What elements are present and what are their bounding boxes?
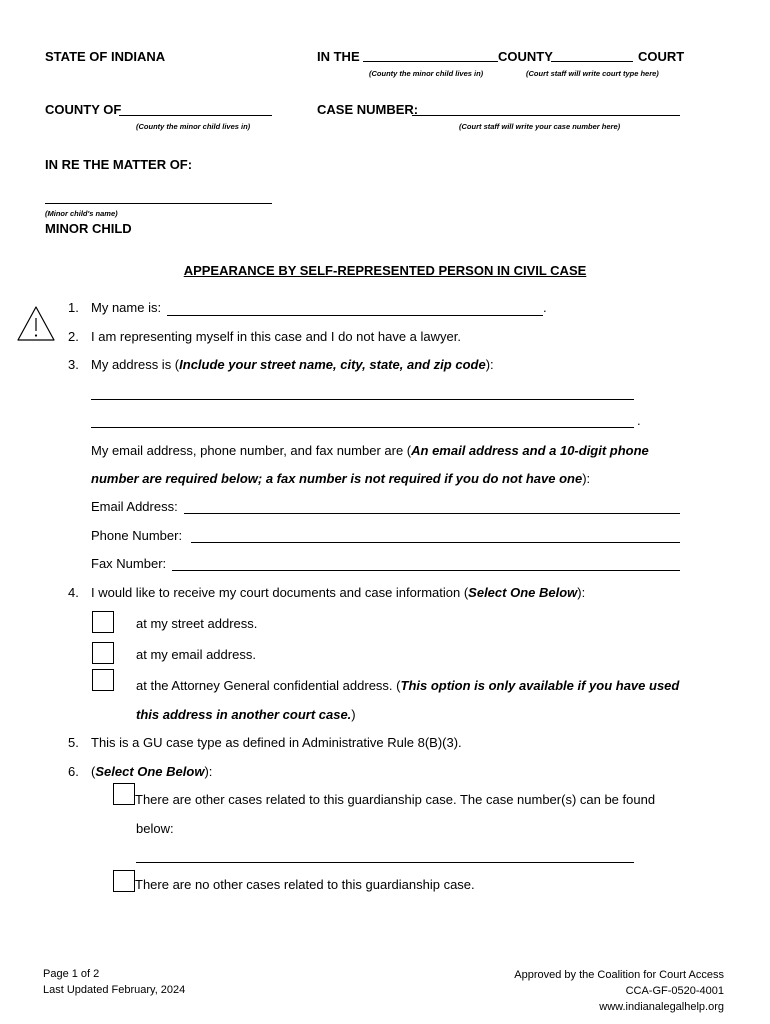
county-of-label: COUNTY OF: [45, 102, 122, 117]
last-updated: Last Updated February, 2024: [43, 984, 186, 996]
related-case-number-field[interactable]: [136, 862, 634, 863]
item-6-text: [91, 764, 212, 779]
case-number-label: CASE NUMBER:: [317, 102, 419, 117]
minor-name-hint: (Minor child's name): [45, 209, 118, 218]
fax-field[interactable]: [172, 570, 680, 571]
item-3-post: ):: [485, 357, 494, 372]
option-ag: [136, 678, 679, 693]
county-hint: (County the minor child lives in): [369, 69, 484, 78]
in-re-label: IN RE THE MATTER OF:: [45, 157, 193, 172]
contact-bold-1: An email address and a 10-digit phone: [411, 443, 649, 458]
item-2-text: I am representing myself in this case and I do not have a lawyer.: [91, 329, 461, 344]
approved-by: Approved by the Coalition for Court Access: [514, 969, 724, 981]
address-end: .: [637, 413, 641, 428]
name-blank[interactable]: [167, 315, 543, 316]
option-street: at my street address.: [136, 616, 258, 631]
in-the-label: IN THE: [317, 49, 360, 64]
item-1-end: .: [543, 300, 547, 315]
option-email: at my email address.: [136, 647, 256, 662]
title-text: APPEARANCE BY SELF-REPRESENTED PERSON IN CIVIL CASE: [183, 263, 587, 278]
county-word: COUNTY: [498, 49, 553, 64]
item-3-number: 3.: [68, 357, 79, 372]
option-ag-pre: at the Attorney General confidential address. (: [136, 678, 401, 693]
item-4-number: 4.: [68, 585, 79, 600]
item-4-post: ):: [577, 585, 586, 600]
contact-bold-2: number are required below; a fax number is not required if you do not have one: [91, 471, 583, 486]
item-5-text: This is a GU case type as defined in Administrative Rule 8(B)(3).: [91, 735, 462, 750]
no-related-cases-checkbox[interactable]: [113, 870, 135, 892]
street-address-checkbox[interactable]: [92, 611, 114, 633]
item-6-number: 6.: [68, 764, 79, 779]
item-6-pre: (: [91, 764, 96, 779]
no-related-cases-text: There are no other cases related to this guardianship case.: [135, 877, 475, 892]
contact-pre: My email address, phone number, and fax number are (: [91, 443, 412, 458]
related-cases-checkbox[interactable]: [113, 783, 135, 805]
case-number-blank[interactable]: [412, 115, 680, 116]
item-1-number: 1.: [68, 300, 79, 315]
item-6-post: ):: [204, 764, 213, 779]
form-id: CCA-GF-0520-4001: [625, 985, 724, 997]
page-title: [0, 263, 770, 278]
state-label: STATE OF INDIANA: [45, 49, 166, 64]
county-of-hint: (County the minor child lives in): [136, 122, 251, 131]
option-ag-cont: [136, 707, 356, 722]
contact-post: ):: [582, 471, 591, 486]
address-line-2[interactable]: [91, 427, 634, 428]
fax-label: Fax Number:: [91, 556, 167, 571]
address-line-1[interactable]: [91, 399, 634, 400]
related-cases-text: There are other cases related to this guardianship case. The case number(s) can be found: [135, 792, 656, 807]
page-number: Page 1 of 2: [43, 968, 100, 980]
county-court-blank[interactable]: [363, 61, 498, 62]
phone-field[interactable]: [191, 542, 680, 543]
email-label: Email Address:: [91, 499, 178, 514]
attorney-general-checkbox[interactable]: [92, 669, 114, 691]
minor-child-label: MINOR CHILD: [45, 221, 132, 236]
website: www.indianalegalhelp.org: [599, 1001, 724, 1013]
item-3-bold: Include your street name, city, state, and zip code: [179, 357, 486, 372]
minor-name-blank[interactable]: [45, 203, 272, 204]
warning-triangle-icon: [16, 305, 56, 343]
item-5-number: 5.: [68, 735, 79, 750]
court-word: COURT: [638, 49, 685, 64]
case-number-hint: (Court staff will write your case number here): [459, 122, 621, 131]
option-ag-bold-2: this address in another court case.: [136, 707, 352, 722]
item-4-text: [91, 585, 585, 600]
court-hint: (Court staff will write court type here): [526, 69, 659, 78]
item-2-number: 2.: [68, 329, 79, 344]
option-ag-bold-1: This option is only available if you have used: [400, 678, 680, 693]
contact-intro-cont: [91, 471, 590, 486]
related-cases-cont: below:: [136, 821, 174, 836]
item-3-text: [91, 357, 494, 372]
item-4-bold: Select One Below: [468, 585, 578, 600]
item-6-bold: Select One Below: [95, 764, 205, 779]
item-4-pre: I would like to receive my court documents and case information (: [91, 585, 469, 600]
email-field[interactable]: [184, 513, 680, 514]
option-ag-post: ): [351, 707, 356, 722]
item-1-text: My name is:: [91, 300, 162, 315]
county-of-blank[interactable]: [119, 115, 272, 116]
email-address-checkbox[interactable]: [92, 642, 114, 664]
court-type-blank[interactable]: [551, 61, 633, 62]
phone-label: Phone Number:: [91, 528, 183, 543]
item-3-pre: My address is (: [91, 357, 180, 372]
contact-intro: [91, 443, 649, 458]
